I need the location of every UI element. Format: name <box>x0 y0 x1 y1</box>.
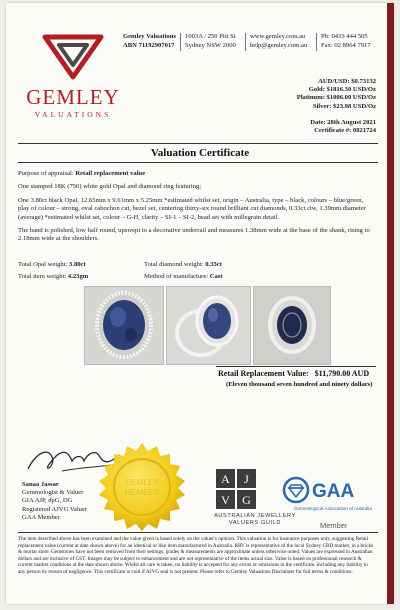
fax-number: Fax: 02 8964 7917 <box>321 41 371 49</box>
platinum-price: Platinum: $1006.00 USD/Oz <box>296 94 376 102</box>
item-weight <box>18 273 88 280</box>
title-rule-bottom <box>18 162 378 163</box>
diamond-weight-value: 0.33ct <box>205 261 222 268</box>
signatory-block <box>22 481 87 522</box>
ring-photo-side <box>166 286 251 365</box>
purpose-line <box>18 170 376 178</box>
signatory-credentials: GIA AJP, dpG, DG <box>22 497 73 505</box>
diamond-weight <box>144 261 222 268</box>
item-weight-value: 4.23gm <box>67 273 89 280</box>
retail-label: Retail Replacement Value: <box>218 369 309 378</box>
method-label: Method of manufacture: <box>144 273 210 280</box>
description-line-2: One 3.80ct black Opal, 12.65mm x 9.61mm x 5.25mm *estimated whilst set, origin – Australia, type – black, colours – blue/green, play of colour – strong, oval cabochon cut, bezel set, centering thirty-six round brilliant cut diamonds, 0.33ct ctw, 1.39mm diameter (average) *estimated whilst set, colour – G-H, clarity – SI-1 – SI-2, bead set with millegrain detail. <box>18 196 366 221</box>
ajvg-letter-v: V <box>221 493 230 507</box>
brand-name: GEMLEY <box>26 85 120 109</box>
retail-value <box>218 369 369 378</box>
signatory-name: Sanaa Jassar <box>22 481 59 488</box>
item-weight-label: Total item weight: <box>18 273 68 280</box>
ring-back-image <box>254 287 330 364</box>
ring-front-image <box>85 287 163 364</box>
aud-usd-rate: AUD/USD: $0.73132 <box>318 78 376 85</box>
gaa-logo-icon <box>282 475 372 507</box>
ajvg-caption-line-1: AUSTRALIAN JEWELLERY <box>214 513 296 519</box>
ajvg-letter-j: J <box>244 472 249 486</box>
opal-weight-label: Total Opal weight: <box>18 261 69 268</box>
certificate-number: Certificate #: 0821724 <box>314 127 376 135</box>
description-line-1: One stamped 18K (750) white gold Opal and diamond ring featuring; <box>18 183 202 191</box>
gold-seal-icon <box>96 441 188 533</box>
manufacture-method <box>144 273 223 280</box>
silver-price: Silver: $23.98 USD/Oz <box>312 102 376 110</box>
opal-weight-value: 3.80ct <box>69 261 86 268</box>
gem-logo-icon <box>37 31 109 83</box>
ajvg-caption-line-2: VALUERS GUILD <box>228 520 282 526</box>
signatory-membership: GAA Member <box>22 513 60 521</box>
company-block <box>123 33 176 51</box>
address-block <box>180 33 236 51</box>
company-name: Gemley Valuations <box>123 33 176 40</box>
purpose-value: Retail replacement value <box>75 170 146 177</box>
method-value: Cast <box>209 273 223 280</box>
ring-photo-front <box>84 286 164 365</box>
item-description <box>18 170 376 249</box>
ajvg-letter-g: G <box>242 493 251 507</box>
ajvg-letter-a: A <box>221 472 230 486</box>
ring-side-image <box>167 287 250 364</box>
gaa-member-label: Member <box>320 521 348 530</box>
website-link[interactable]: www.gemley.com.au <box>250 33 306 40</box>
seal-text: GEMLEY <box>125 478 159 487</box>
brand-subtitle: VALUATIONS <box>34 110 112 119</box>
value-rule <box>216 366 376 367</box>
ajvg-logo-icon <box>216 469 256 509</box>
address-line-1: 1003A / 250 Pitt St <box>185 33 236 40</box>
certificate-title: Valuation Certificate <box>150 147 250 159</box>
signatory-registration: Registered AJVG Valuer <box>22 505 88 513</box>
description-line-3: The band is polished, low half round, upswept to a decorative underrail and measures 1.38mm wide at the base of the shank, rising to 2.18mm wide at the shoulders. <box>18 227 370 243</box>
phone-number: Ph: 0433 444 505 <box>321 33 368 40</box>
gaa-text: GAA <box>312 481 355 502</box>
svg-text:MEMBER: MEMBER <box>124 488 160 497</box>
gemley-logo <box>18 31 128 119</box>
address-line-2: Sydney NSW 2000 <box>185 41 236 49</box>
diamond-weight-label: Total diamond weight: <box>144 261 206 268</box>
title-rule-top <box>18 143 378 144</box>
retail-amount-words: (Eleven thousand seven hundred and ninety dollars) <box>226 381 373 388</box>
company-abn: ABN 71192907017 <box>123 41 175 49</box>
metal-prices <box>297 78 376 111</box>
ring-photo-back <box>253 286 331 365</box>
email-link[interactable]: help@gemley.com.au <box>250 41 308 49</box>
gaa-caption: Gemmological Association of Australia <box>294 506 372 511</box>
ajvg-caption <box>202 513 308 527</box>
certificate-date: Date: 28th August 2021 <box>310 119 376 126</box>
certificate-info <box>310 119 376 135</box>
side-band <box>387 3 394 604</box>
purpose-label: Purpose of appraisal: <box>18 170 76 177</box>
disclaimer-text: The item described above has been examined and the value given is based solely on the valuer's opinion. This valuation is for insurance purposes only, suggesting Retail replacement value (current at date shown above) for an identical or like item manufactured in Australia. RRV is representative of the local Sydney CBD market, in a bricks & mortar store. Gemstones have not been removed from their settings, grades & measurements are approximate unless otherwise noted. Values are expressed in Australian dollars and are inclusive of GST. Images may be subject to enhancement and are not representative of the items actual size. Value is based on professional research & current market conditions at the date shown above. Whilst all care is taken, no liability is accepted for any errors or omissions in the certificate, including any liability to any person by reason of negligence. This certificate is void if AJVG seal is not present. Please refer to Gemley Valuations Disclaimer for full terms & conditions. <box>18 536 374 575</box>
signatory-title: Gemmologist & Valuer <box>22 489 84 497</box>
retail-amount: $11,790.00 AUD <box>314 369 370 378</box>
phone-block <box>316 33 371 51</box>
valuation-certificate <box>6 3 394 604</box>
gold-price: Gold: $1816.30 USD/Oz <box>308 86 376 94</box>
opal-weight <box>18 261 86 268</box>
web-block <box>245 33 307 51</box>
disclaimer-rule <box>18 532 378 533</box>
